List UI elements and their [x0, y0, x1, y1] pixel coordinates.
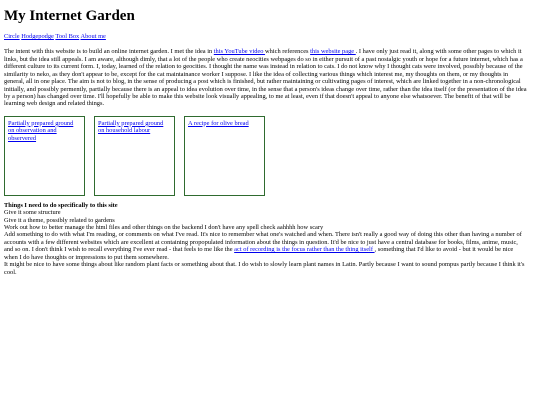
todo-item-reading [4, 231, 528, 261]
todo-reading-text-2: , something that I'd like to avoid - but it would be nice when I do have thoughts or impressions to put them somewhere. [4, 246, 514, 261]
website-page-link[interactable]: this website page [310, 48, 356, 56]
todo-title: Things I need to do specifically to this site [4, 201, 118, 209]
top-nav [4, 33, 528, 40]
todo-section [4, 202, 528, 276]
intro-text-1: The intent with this website is to build an online internet garden. I met the idea in [4, 48, 214, 56]
intro-text-2: which references [265, 48, 311, 56]
act-of-recording-link[interactable]: act of recording is the focus rather than the thing itself [234, 246, 375, 254]
intro-paragraph [4, 48, 528, 107]
todo-reading-text-1: Add something to do with what I'm reading, or comments on what I've read. It's nice to remember what one's watched and when. There isn't really a good way of doing this other than having a number of accounts with a few different websites which are excellent at containing propopulated information about the things in question. It'd be nice to just have a central database for books, films, anime, music, and so on. I don't think I wish to recall everything I've ever read - that feels to me like the [4, 231, 522, 254]
card-olive-bread [184, 116, 265, 196]
card-observation [4, 116, 85, 196]
card-household-labour [94, 116, 175, 196]
todo-item-backend: Work out how to better manage the html files and other things on the backend I don't have any spell check aahhhh how scary [4, 224, 324, 232]
garden-cards [4, 116, 528, 196]
page-title: My Internet Garden [4, 8, 135, 24]
nav-link-circle[interactable]: Circle [4, 33, 20, 40]
nav-link-about-me[interactable]: About me [80, 33, 106, 40]
todo-item-structure: Give it some structure [4, 209, 61, 217]
nav-link-hodgepodge[interactable]: Hodgepodge [21, 33, 54, 40]
card-olive-bread-link[interactable]: A recipe for olive bread [188, 119, 249, 127]
card-household-labour-link[interactable]: Partially prepared ground on household labour [98, 119, 164, 135]
todo-item-theme: Give it a theme, possibly related to gardens [4, 216, 115, 224]
nav-link-tool-box[interactable]: Tool Box [55, 33, 80, 40]
youtube-video-link[interactable]: this YouTube video [213, 48, 266, 56]
intro-text-3: . I have only just read it, along with some other pages to which it links, but the idea still appeals. I am aware, although dimly, that a lot of the people who create neocities webpages do so in either pursuit of a past nostalgic youth or hope for a future internet, which has a different culture to its current form. I, today, learned of the relation to geocities. I thought the name was instead in relation to cats. I do not know why I thought cats were involved, possibly because of the similarity to neko, as they don't appear to be, except for the cat maintainance worker I suppose. I like the idea of collecting various things which interest me, my thoughts on them, or my thoughts in general, all in one place. The aim is not to blog, in the sense of producing a post which is finished, but rather maintaining or cultivating pages of interest, which are linked together in a non-chronological initially, and possibly permently, partially because there is an appeal to idea evolution over time, in the sense that a person's ideas change over time, rather than the idea itself (or the presentation of the idea by a person) has changed over time. I'll hopefully be able to make this website look visually appealing, to me at least, even if that doesn't appeal to anyone else whatsoever. The benefit of that will be learning web design and related things. [4, 48, 527, 108]
todo-item-plants: It might be nice to have some things about like random plant facts or something about that. I do wish to slowly learn plant names in Latin. Partly because I want to sound pompus partly because I think it's cool. [4, 261, 525, 276]
card-observation-link[interactable]: Partially prepared ground on observation and observered [8, 119, 74, 142]
